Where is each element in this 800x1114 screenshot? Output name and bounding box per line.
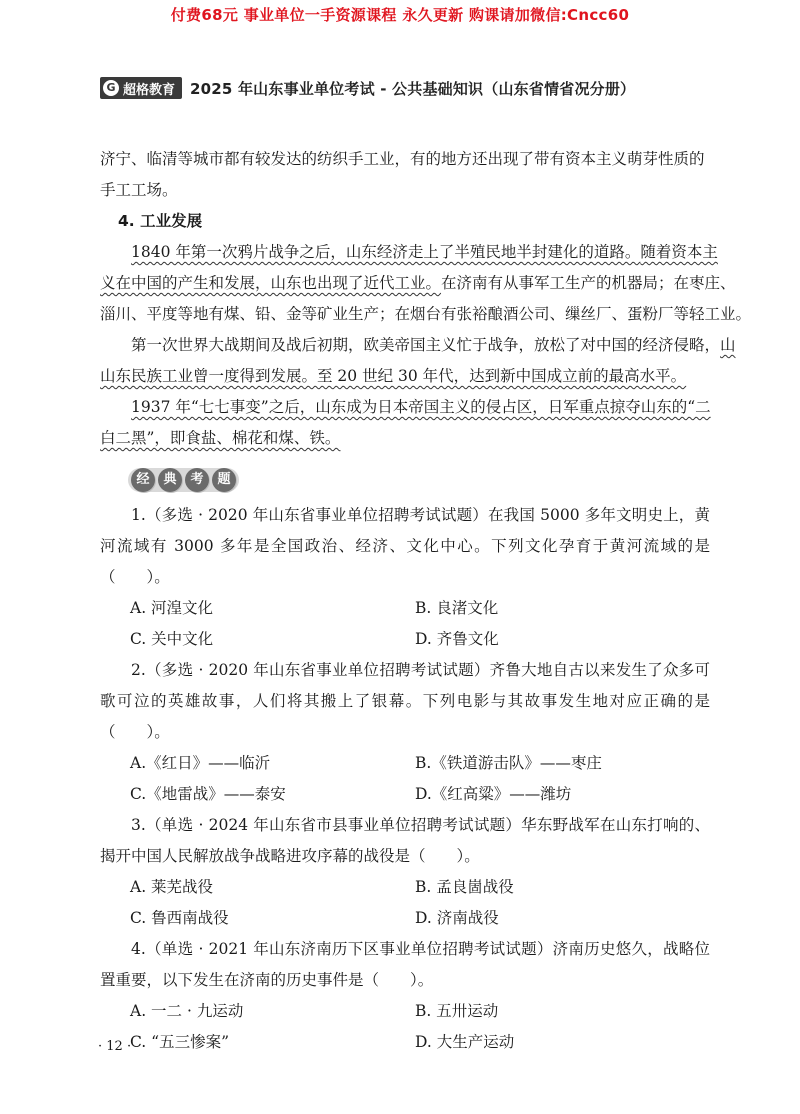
plain-text: 淄川、平度等地有煤、铅、金等矿业生产；在烟台有张裕酿酒公司、缫丝厂、蛋粉厂等轻工业。 [100,305,752,323]
classic-exam-badge [128,468,710,492]
badge-char: 考 [185,468,209,492]
question-1 [100,500,710,655]
options [100,748,710,810]
underlined-text: 1937 年“七七事变”之后，山东成为日本帝国主义的侵占区，日军重点掠夺山东的“二 [131,398,711,416]
paragraph-line [100,299,752,330]
question-stem: 1.（多选 · 2020 年山东省事业单位招聘考试试题）在我国 5000 多年文明史上，黄河流域有 3000 多年是全国政治、经济、文化中心。下列文化孕育于黄河流域的是（ ）。 [100,506,710,586]
option-d: D. 大生产运动 [415,1033,515,1051]
page-body [100,144,752,1058]
paragraph-line [100,423,710,454]
underlined-text: 山东民族工业曾一度得到发展。至 20 世纪 30 年代，达到新中国成立前的最高水平。 [100,367,687,385]
question-stem: 3.（单选 · 2024 年山东省市县事业单位招聘考试试题）华东野战军在山东打响的、揭开中国人民解放战争战略进攻序幕的战役是（ ）。 [100,816,710,865]
option-c: C. “五三惨案” [130,1033,230,1051]
question-4 [100,934,710,1058]
underlined-text: 白二黑”，即食盐、棉花和煤、铁。 [100,429,341,447]
option-d: D. 齐鲁文化 [415,630,499,648]
page-header [100,76,635,100]
question-2 [100,655,710,810]
watermark-banner: 付费68元 事业单位一手资源课程 永久更新 购课请加微信:Cncc60 [170,6,630,24]
option-b: B. 孟良崮战役 [415,878,514,896]
options [100,996,710,1058]
option-d: D. 济南战役 [415,909,499,927]
badge-char: 题 [212,468,236,492]
paragraph-line [100,392,710,423]
badge-char: 经 [131,468,155,492]
option-c: C.《地雷战》——泰安 [130,785,286,803]
section-heading: 4. 工业发展 [118,212,203,230]
question-3 [100,810,710,934]
option-b: B. 良渚文化 [415,599,499,617]
paragraph-line [100,330,736,361]
paragraph-line [100,237,718,268]
option-d: D.《红高粱》——潍坊 [415,785,572,803]
option-a: A. 一二 · 九运动 [130,1002,244,1020]
option-c: C. 关中文化 [130,630,214,648]
logo-text: 超格教育 [123,82,176,98]
page-number: · 12 · [98,1039,132,1054]
option-a: A.《红日》——临沂 [130,754,271,772]
plain-text: 第一次世界大战期间及战后初期，欧美帝国主义忙于战争，放松了对中国的经济侵略， [131,336,721,354]
question-stem: 4.（单选 · 2021 年山东济南历下区事业单位招聘考试试题）济南历史悠久，战略位置重要，以下发生在济南的历史事件是（ ）。 [100,940,710,989]
badge-char: 典 [158,468,182,492]
plain-text: 在济南有从事军工生产的机器局；在枣庄、 [441,274,736,292]
book-title: 2025 年山东事业单位考试 - 公共基础知识（山东省情省况分册） [190,79,636,98]
intro-line: 手工工场。 [100,181,178,199]
option-b: B. 五卅运动 [415,1002,499,1020]
option-b: B.《铁道游击队》——枣庄 [415,754,602,772]
options [100,872,710,934]
intro-line: 济宁、临清等城市都有较发达的纺织手工业，有的地方还出现了带有资本主义萌芽性质的 [100,150,705,168]
option-a: A. 河湟文化 [130,599,214,617]
logo-g-icon: G [103,80,119,96]
options [100,593,710,655]
paragraph-line [100,361,710,392]
underlined-text: 随着资本主 [640,243,718,261]
paragraph-line [100,268,736,299]
underlined-text: 义在中国的产生和发展，山东也出现了近代工业。 [100,274,442,292]
question-stem: 2.（多选 · 2020 年山东省事业单位招聘考试试题）齐鲁大地自古以来发生了众多可歌可泣的英雄故事，人们将其搬上了银幕。下列电影与其故事发生地对应正确的是（ ）。 [100,661,710,741]
underlined-text: 1840 年第一次鸦片战争之后，山东经济走上了半殖民地半封建化的道路。 [131,243,641,261]
option-a: A. 莱芜战役 [130,878,214,896]
publisher-logo [100,77,182,99]
underlined-text: 山 [720,336,736,354]
option-c: C. 鲁西南战役 [130,909,229,927]
